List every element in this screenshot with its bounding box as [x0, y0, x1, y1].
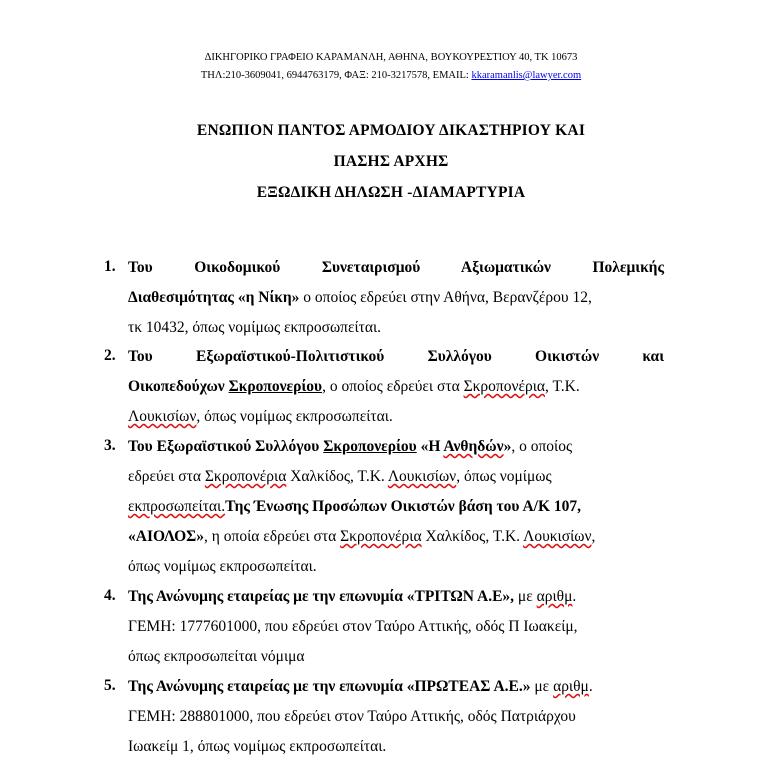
text: Χαλκίδος, Τ.Κ.	[421, 528, 524, 545]
bold-underlined-text: Σκροπονερίου	[323, 438, 417, 455]
word: και	[642, 348, 665, 365]
contact-details: ΤΗΛ:210-3609041, 6944763179, ΦΑΞ: 210-3217578, EMAIL:	[200, 70, 472, 81]
item-line	[128, 677, 664, 697]
bold-text: Του Εξωραϊστικού Συλλόγου	[128, 438, 324, 455]
text: ο οποίος εδρεύει στην Αθήνα, Βερανζέρου 12,	[299, 289, 592, 306]
word: Συνεταιρισμού	[321, 259, 421, 276]
item-number: 3.	[104, 437, 116, 454]
item-line	[128, 377, 664, 397]
item-line: όπως νομίμως εκπροσωπείται.	[128, 558, 317, 575]
word: Οικοδομικού	[194, 259, 281, 276]
bold-text: Της Ένωσης Προσώπων Οικιστών βάση του Α/Κ 107,	[225, 498, 582, 515]
text: Χαλκίδος, Τ.Κ.	[286, 468, 388, 485]
document-title: ΕΞΩΔΙΚΗ ΔΗΛΩΣΗ -ΔΙΑΜΑΡΤΥΡΙΑ	[256, 184, 526, 201]
bold-text: Διαθεσιμότητας «η Νίκη»	[128, 289, 300, 306]
bold-text: »	[503, 438, 512, 455]
text: .	[572, 588, 577, 605]
bold-text: «ΑΙΟΛΟΣ»	[128, 528, 205, 545]
word: Αξιωματικών	[460, 259, 551, 276]
word: Συλλόγου	[427, 348, 492, 365]
text: ,	[591, 528, 596, 545]
title-line-2: ΠΑΣΗΣ ΑΡΧΗΣ	[333, 153, 449, 170]
spellcheck-word: Σκροπονέρια	[463, 378, 545, 395]
bold-text: Της Ανώνυμης εταιρείας με την επωνυμία «ΠΡΩΤΕΑΣ Α.Ε.»	[128, 678, 531, 695]
text: , όπως νομίμως	[456, 468, 552, 485]
item-number: 1.	[104, 258, 116, 275]
item-line	[128, 587, 664, 607]
letterhead-line-2	[0, 70, 782, 81]
title-line-1: ΕΝΩΠΙΟΝ ΠΑΝΤΟΣ ΑΡΜΟΔΙΟΥ ΔΙΚΑΣΤΗΡΙΟΥ ΚΑΙ	[196, 122, 586, 139]
spellcheck-word: εκπροσωπείται.	[128, 498, 226, 515]
text: , ο οποίος εδρεύει στα	[322, 378, 464, 395]
text: με	[530, 678, 554, 695]
spellcheck-word: Ανθηδών	[443, 438, 504, 455]
item-number: 2.	[104, 347, 116, 364]
item-line	[128, 527, 664, 547]
spellcheck-word: Λουκισίων	[523, 528, 592, 545]
item-line	[128, 258, 664, 278]
text: , Τ.Κ.	[545, 378, 580, 395]
item-line	[128, 497, 664, 517]
spellcheck-word: Σκροπονέρια	[204, 468, 287, 485]
item-line	[128, 437, 664, 457]
item-line	[128, 347, 664, 367]
text: με	[514, 588, 537, 605]
spellcheck-word: αριθμ	[553, 678, 589, 695]
text: , ο οποίος	[511, 438, 573, 455]
spellcheck-word: αριθμ	[536, 588, 573, 605]
spellcheck-word: Λουκισίων	[387, 468, 457, 485]
word: Οικιστών	[535, 348, 600, 365]
item-line: Ιωακείμ 1, όπως νομίμως εκπροσωπείται.	[128, 738, 387, 755]
bold-text: Οικοπεδούχων	[128, 378, 229, 395]
item-line	[128, 288, 664, 308]
item-line: όπως εκπροσωπείται νόμιμα	[128, 648, 305, 665]
item-line: τκ 10432, όπως νομίμως εκπροσωπείται.	[128, 319, 382, 336]
item-number: 5.	[104, 677, 116, 694]
text: εδρεύει στα	[128, 468, 205, 485]
item-line	[128, 407, 664, 427]
text: , η οποία εδρεύει στα	[204, 528, 341, 545]
item-line: ΓΕΜΗ: 288801000, που εδρεύει στον Ταύρο Αττικής, οδός Πατριάρχου	[128, 708, 576, 725]
word: Του	[128, 348, 153, 365]
word: Του	[128, 259, 153, 276]
letterhead-line-1: ΔΙΚΗΓΟΡΙΚΟ ΓΡΑΦΕΙΟ ΚΑΡΑΜΑΝΛΗ, ΑΘΗΝΑ, ΒΟΥΚΟΥΡΕΣΤΙΟΥ 40, ΤΚ 10673	[204, 52, 578, 63]
bold-text: Της Ανώνυμης εταιρείας με την επωνυμία «ΤΡΙΤΩΝ Α.Ε»,	[128, 588, 515, 605]
email-link[interactable]: kkaramanlis@lawyer.com	[471, 70, 582, 81]
word: Εξωραϊστικού-Πολιτιστικού	[195, 348, 385, 365]
item-number: 4.	[104, 587, 116, 604]
bold-underlined-text: Σκροπονερίου	[228, 378, 323, 395]
bold-text: «Η	[416, 438, 444, 455]
text: , όπως νομίμως εκπροσωπείται.	[196, 408, 393, 425]
word: Πολεμικής	[592, 259, 665, 276]
item-line	[128, 467, 664, 487]
item-line: ΓΕΜΗ: 1777601000, που εδρεύει στον Ταύρο Αττικής, οδός Π Ιωακείμ,	[128, 618, 578, 635]
text: .	[588, 678, 593, 695]
spellcheck-word: Λουκισίων	[128, 408, 197, 425]
spellcheck-word: Σκροπονέρια	[340, 528, 422, 545]
